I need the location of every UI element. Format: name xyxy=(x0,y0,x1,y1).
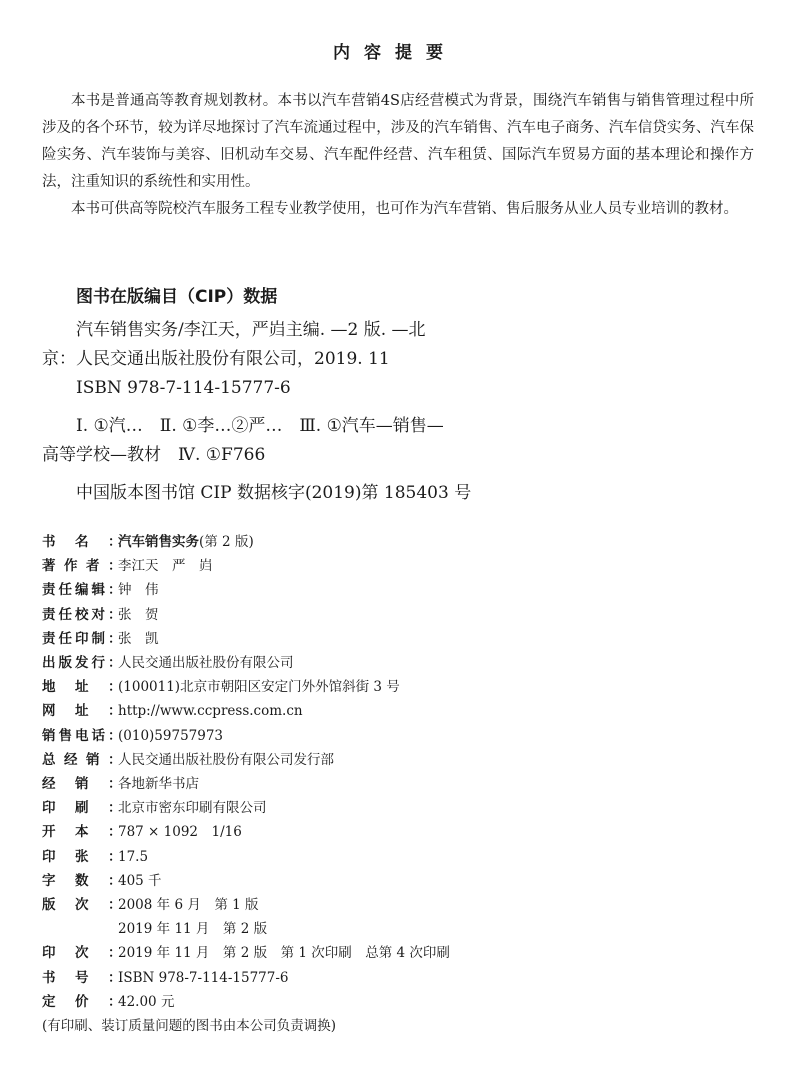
detail-value: 人民交通出版社股份有限公司 xyxy=(118,655,294,672)
detail-label: 责 任 校 对 ： xyxy=(42,606,122,623)
detail-label: 书 号 ： xyxy=(42,969,122,986)
detail-value: (100011)北京市朝阳区安定门外外馆斜街 3 号 xyxy=(118,679,400,696)
detail-value: 2019 年 11 月 第 2 版 xyxy=(118,921,268,938)
detail-value: 17.5 xyxy=(118,848,149,865)
detail-row xyxy=(42,627,742,651)
detail-label: 销 售 电 话 ： xyxy=(42,727,122,744)
detail-row xyxy=(42,990,742,1014)
detail-label: 责 任 印 制 ： xyxy=(42,630,122,647)
detail-row xyxy=(42,796,742,820)
cip-line-classification: Ⅰ. ①汽… Ⅱ. ①李…②严… Ⅲ. ①汽车—销售— xyxy=(76,416,444,436)
detail-value: 42.00 元 xyxy=(118,993,175,1010)
detail-value: ISBN 978-7-114-15777-6 xyxy=(118,969,289,986)
detail-value: 各地新华书店 xyxy=(118,776,199,793)
detail-label: 经 销 ： xyxy=(42,776,122,793)
detail-row xyxy=(42,724,742,748)
detail-value: 人民交通出版社股份有限公司发行部 xyxy=(118,751,334,768)
summary-paragraph-1: 本书是普通高等教育规划教材。本书以汽车营销4S店经营模式为背景，围绕汽车销售与销售管理过程中所涉及的各个环节，较为详尽地探讨了汽车流通过程中，涉及的汽车销售、汽车电子商务、汽车信贷实务、汽车保险实务、汽车装饰与美容、旧机动车交易、汽车配件经营、汽车租赁、国际汽车贸易方面的基本理论和操作方法，注重知识的系统性和实用性。 xyxy=(42,93,754,190)
book-details xyxy=(42,530,742,1038)
detail-value: 405 千 xyxy=(118,872,162,889)
detail-row xyxy=(42,603,742,627)
detail-row xyxy=(42,820,742,844)
detail-row xyxy=(42,893,742,917)
detail-label: 著 作 者 ： xyxy=(42,558,122,575)
detail-label: 版 次 ： xyxy=(42,897,122,914)
summary-paragraph-2: 本书可供高等院校汽车服务工程专业教学使用，也可作为汽车营销、售后服务从业人员专业培训的教材。 xyxy=(71,201,738,217)
detail-value: 787 × 1092 1/16 xyxy=(118,824,242,841)
detail-row xyxy=(42,772,742,796)
detail-label xyxy=(42,917,114,941)
detail-row xyxy=(42,869,742,893)
detail-value: (010)59757973 xyxy=(118,727,224,744)
summary-section xyxy=(42,88,754,223)
detail-label: 印 刷 ： xyxy=(42,800,122,817)
detail-value: 钟 伟 xyxy=(118,582,159,599)
detail-value: 2008 年 6 月 第 1 版 xyxy=(118,897,259,914)
detail-value: 北京市密东印刷有限公司 xyxy=(118,800,267,817)
cip-data-block xyxy=(42,316,522,508)
detail-row xyxy=(42,917,742,941)
detail-row xyxy=(42,699,742,723)
detail-value: 张 贺 xyxy=(118,606,159,623)
detail-row xyxy=(42,941,742,965)
detail-label: 印 次 ： xyxy=(42,945,122,962)
detail-row xyxy=(42,845,742,869)
detail-label: 定 价 ： xyxy=(42,993,122,1010)
cip-line-publisher: 京：人民交通出版社股份有限公司，2019. 11 xyxy=(42,349,390,369)
cip-line-title: 汽车销售实务/李江天，严岿主编. —2 版. —北 xyxy=(76,320,426,340)
detail-label: 地 址 ： xyxy=(42,679,122,696)
detail-value xyxy=(114,530,254,554)
book-title-value: 汽车销售实务 xyxy=(118,534,199,550)
detail-row xyxy=(42,651,742,675)
detail-row xyxy=(42,578,742,602)
detail-value: http://www.ccpress.com.cn xyxy=(118,703,303,720)
detail-row xyxy=(42,554,742,578)
detail-label: 网 址 ： xyxy=(42,703,122,720)
quality-note: (有印刷、装订质量问题的图书由本公司负责调换) xyxy=(42,1018,337,1035)
detail-label: 书 名 ： xyxy=(42,534,122,550)
detail-label: 印 张 ： xyxy=(42,848,122,865)
detail-label: 字 数 ： xyxy=(42,872,122,889)
detail-row xyxy=(42,748,742,772)
cip-line-record-number: 中国版本图书馆 CIP 数据核字(2019)第 185403 号 xyxy=(76,483,472,503)
summary-title: 内容提要 xyxy=(333,43,457,63)
detail-value: 2019 年 11 月 第 2 版 第 1 次印刷 总第 4 次印刷 xyxy=(118,945,450,962)
detail-label: 责 任 编 辑 ： xyxy=(42,582,122,599)
detail-label: 出 版 发 行 ： xyxy=(42,655,122,672)
detail-label: 总 经 销 ： xyxy=(42,751,122,768)
detail-label: 开 本 ： xyxy=(42,824,122,841)
detail-value: 李江天 严 岿 xyxy=(118,558,213,575)
cip-line-classification-cont: 高等学校—教材 Ⅳ. ①F766 xyxy=(42,445,266,465)
detail-row xyxy=(42,675,742,699)
detail-value: 张 凯 xyxy=(118,630,159,647)
detail-row xyxy=(42,966,742,990)
detail-row xyxy=(42,530,742,554)
cip-line-isbn: ISBN 978-7-114-15777-6 xyxy=(76,378,291,398)
edition-suffix: (第 2 版) xyxy=(199,534,254,550)
cip-heading: 图书在版编目（CIP）数据 xyxy=(76,287,278,307)
